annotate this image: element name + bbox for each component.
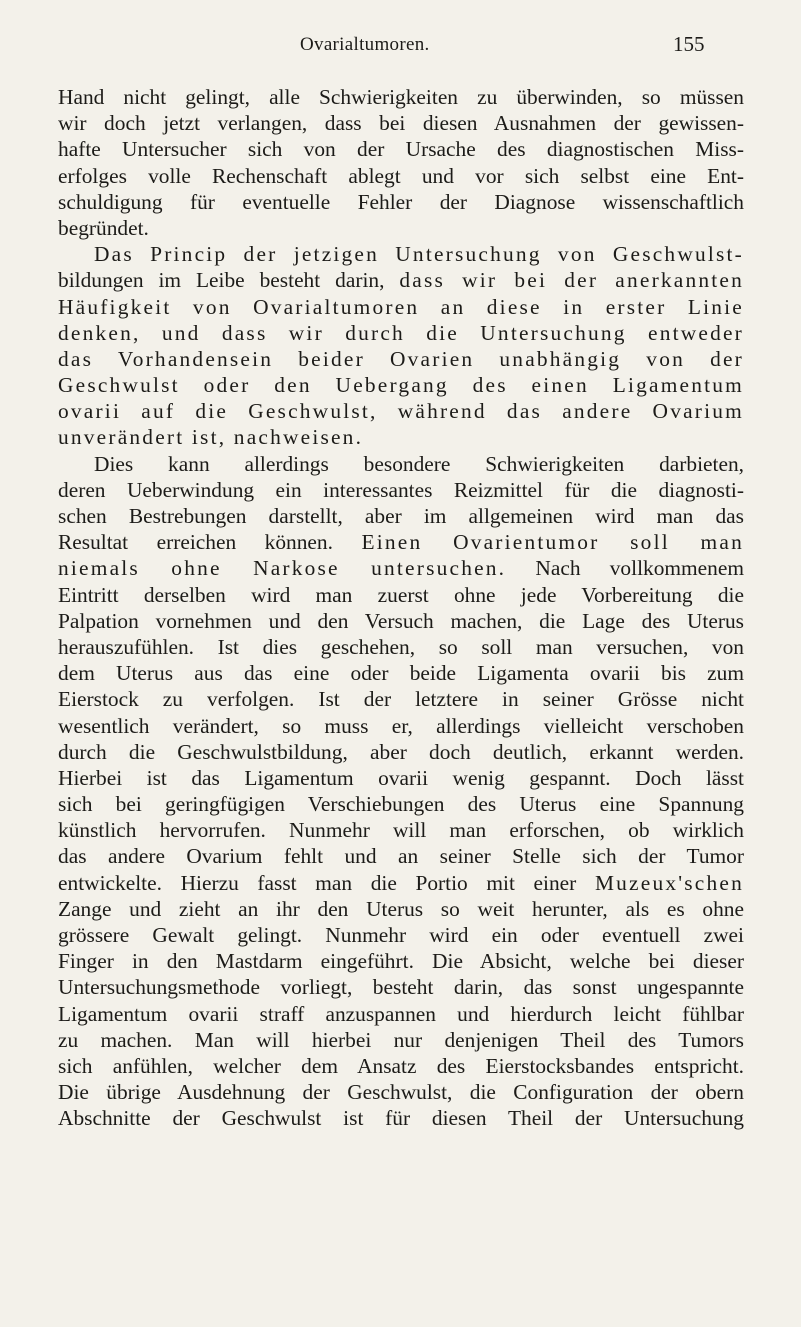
emphasis-line: das Vorhandensein beider Ovarien unabhängig von der: [58, 346, 744, 371]
text-line: schen Bestrebungen darstellt, aber im allgemeinen wird man das: [58, 504, 744, 528]
body-text: [58, 84, 744, 1132]
emphasis-text: Das Princip der jetzigen Untersuchung von Geschwulst-: [94, 242, 744, 267]
text-segment: entwickelte. Hierzu fasst man die Portio mit einer: [58, 870, 577, 895]
text-line: wir doch jetzt verlangen, dass bei diesen Ausnahmen der gewissen-: [58, 111, 744, 136]
text-line: deren Ueberwindung ein interessantes Reizmittel für die diagnosti-: [58, 477, 744, 502]
text-line: [58, 870, 744, 896]
text-line: künstlich hervorrufen. Nunmehr will man erforschen, ob wirklich: [58, 818, 744, 843]
text-line: wesentlich verändert, so muss er, allerdings vielleicht verschoben: [58, 713, 744, 738]
text-line: schuldigung für eventuelle Fehler der Diagnose wissenschaftlich: [58, 189, 744, 214]
text-line: Untersuchungsmethode vorliegt, besteht darin, das sonst ungespannte: [58, 975, 744, 1000]
emphasis-line: ovarii auf die Geschwulst, während das andere Ovarium: [58, 399, 744, 424]
text-line: Finger in den Mastdarm eingeführt. Die Absicht, welche bei dieser: [58, 949, 744, 974]
text-line: Hand nicht gelingt, alle Schwierigkeiten zu überwinden, so müssen: [58, 85, 744, 109]
text-line: [58, 529, 744, 555]
text-line: Abschnitte der Geschwulst ist für diesen Theil der Untersuchung: [58, 1106, 744, 1131]
text-line: [58, 555, 744, 581]
text-line: Eintritt derselben wird man zuerst ohne jede Vorbereitung die: [58, 582, 744, 607]
text-line: dem Uterus aus das eine oder beide Ligamenta ovarii bis zum: [58, 661, 744, 686]
text-line: Eierstock zu verfolgen. Ist der letztere in seiner Grösse nicht: [58, 687, 744, 712]
text-line: Hierbei ist das Ligamentum ovarii wenig gespannt. Doch lässt: [58, 765, 744, 790]
text-line: Ligamentum ovarii straff anzuspannen und hierdurch leicht fühlbar: [58, 1001, 744, 1026]
text-line: grössere Gewalt gelingt. Nunmehr wird ein oder eventuell zwei: [58, 923, 744, 947]
text-line: herauszufühlen. Ist dies geschehen, so soll man versuchen, von: [58, 634, 744, 659]
text-segment: Nach vollkommenem: [535, 556, 744, 581]
text-line: sich anfühlen, welcher dem Ansatz des Eierstocksbandes entspricht.: [58, 1053, 744, 1078]
emphasis-line: unverändert ist, nachweisen.: [58, 425, 364, 450]
emphasis-line: denken, und dass wir durch die Untersuchung entweder: [58, 320, 744, 345]
text-line: [58, 267, 744, 293]
text-line: zu machen. Man will hierbei nur denjenigen Theil des Tumors: [58, 1027, 744, 1052]
running-head: [0, 28, 801, 58]
emphasis-text: Muzeux'schen: [594, 870, 744, 895]
text-line: das andere Ovarium fehlt und an seiner Stelle sich der Tumor: [58, 844, 744, 869]
running-title: Ovarialtumoren.: [300, 34, 430, 55]
emphasis-text: niemals ohne Narkose untersuchen.: [58, 556, 507, 581]
text-line: Zange und zieht an ihr den Uterus so weit herunter, als es ohne: [58, 896, 744, 921]
text-line: begründet.: [58, 215, 149, 240]
text-line: sich bei geringfügigen Verschiebungen des Uterus eine Spannung: [58, 792, 744, 817]
text-line: durch die Geschwulstbildung, aber doch deutlich, erkannt werden.: [58, 739, 744, 764]
text-segment: bildungen im Leibe besteht darin,: [58, 268, 385, 293]
text-line: Palpation vornehmen und den Versuch machen, die Lage des Uterus: [58, 608, 744, 633]
text-line: Die übrige Ausdehnung der Geschwulst, die Configuration der obern: [58, 1080, 744, 1105]
emphasis-text: Einen Ovarientumor soll man: [361, 530, 744, 555]
text-line: erfolges volle Rechenschaft ablegt und vor sich selbst eine Ent-: [58, 163, 744, 188]
emphasis-text: dass wir bei der anerkannten: [399, 268, 744, 293]
text-segment: Resultat erreichen können.: [58, 530, 333, 555]
text-line: Dies kann allerdings besondere Schwierigkeiten darbieten,: [94, 451, 744, 476]
emphasis-line: Häufigkeit von Ovarialtumoren an diese in erster Linie: [58, 294, 744, 319]
emphasis-line: Geschwulst oder den Uebergang des einen Ligamentum: [58, 373, 744, 398]
text-line: [58, 241, 744, 267]
text-line: hafte Untersucher sich von der Ursache des diagnostischen Miss-: [58, 137, 744, 162]
page-number: 155: [673, 32, 705, 56]
